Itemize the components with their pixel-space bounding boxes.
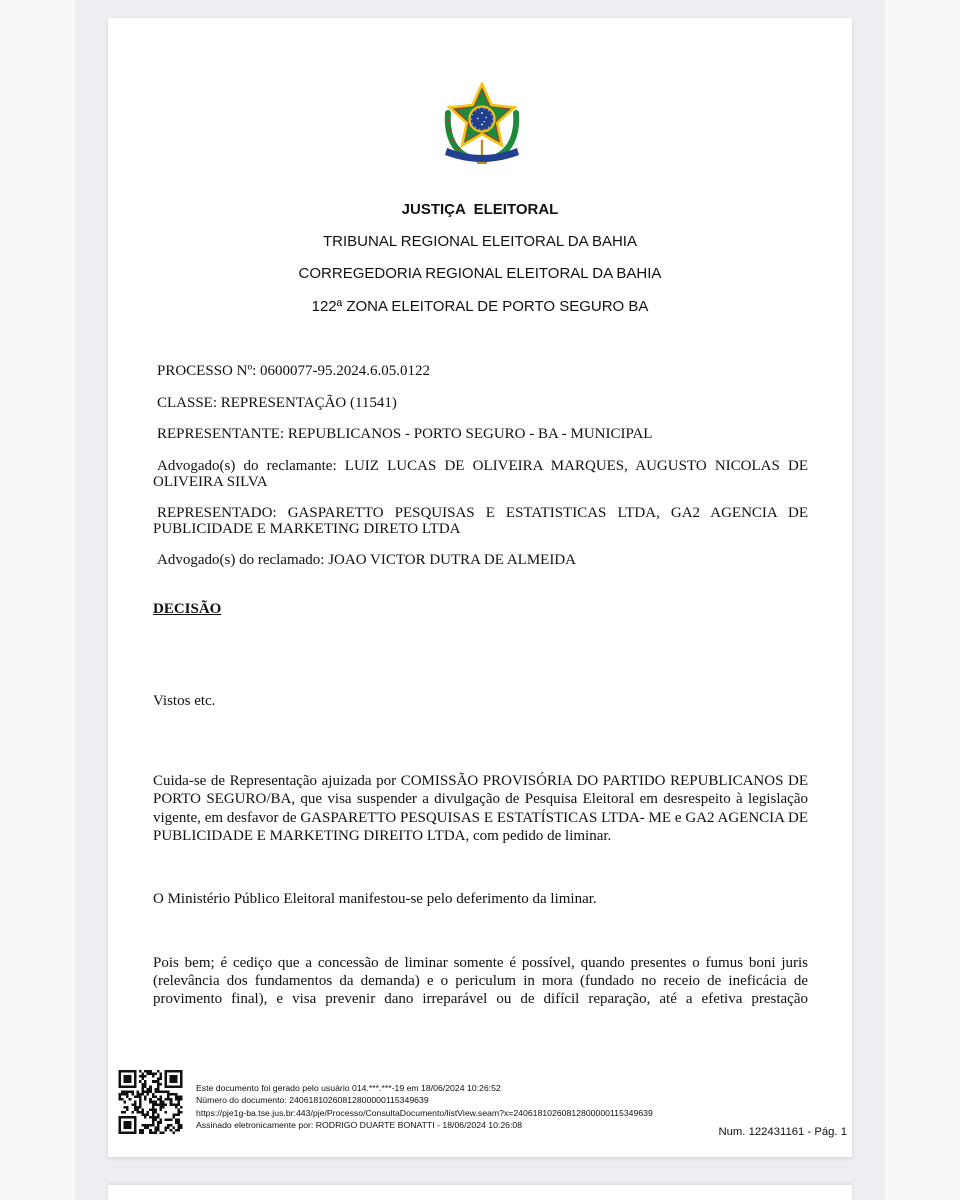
respondent-lawyer: Advogado(s) do reclamado: JOAO VICTOR DUTRA DE ALMEIDA bbox=[157, 552, 576, 568]
decision-paragraph: Vistos etc. bbox=[153, 693, 216, 709]
case-number: PROCESSO Nº: 0600077-95.2024.6.05.0122 bbox=[157, 363, 431, 379]
brazil-coat-of-arms-icon bbox=[443, 82, 521, 168]
document-page bbox=[108, 18, 852, 1157]
next-page bbox=[108, 1185, 852, 1200]
electoral-zone: 122ª ZONA ELEITORAL DE PORTO SEGURO BA bbox=[311, 298, 649, 315]
tribunal-name: TRIBUNAL REGIONAL ELEITORAL DA BAHIA bbox=[323, 233, 637, 250]
decision-paragraph: Pois bem; é cediço que a concessão de liminar somente é possível, quando presentes o fumus boni juris (relevância dos fundamentos da demanda) e o periculum in mora (fundado no receio de ineficácia de provimento final), e visa prevenir dano irreparável ou de difícil reparação, até a efetiva prestação bbox=[153, 955, 808, 1007]
decision-heading-wrap bbox=[153, 600, 808, 618]
decision-heading: DECISÃO bbox=[153, 601, 222, 617]
decision-paragraph: O Ministério Público Eleitoral manifestou-se pelo deferimento da liminar. bbox=[153, 891, 597, 907]
page-number: Num. 122431161 - Pág. 1 bbox=[718, 1126, 847, 1138]
case-class: CLASSE: REPRESENTAÇÃO (11541) bbox=[157, 395, 397, 411]
court-name: JUSTIÇA ELEITORAL bbox=[401, 201, 559, 218]
footer-generated-by: Este documento foi gerado pelo usuário 014.***.***-19 em 18/06/2024 10:26:52 bbox=[196, 1083, 501, 1093]
corregedoria-name: CORREGEDORIA REGIONAL ELEITORAL DA BAHIA bbox=[298, 265, 662, 282]
footer-url: https://pje1g-ba.tse.jus.br:443/pje/Processo/ConsultaDocumento/listView.seam?x=24061810260812800000115349639 bbox=[196, 1107, 653, 1118]
respondent: REPRESENTADO: GASPARETTO PESQUISAS E ESTATISTICAS LTDA, GA2 AGENCIA DE PUBLICIDADE E MARKETING DIRETO LTDA bbox=[153, 505, 808, 537]
document-footer bbox=[196, 1082, 653, 1131]
qr-code-icon bbox=[118, 1070, 183, 1134]
footer-document-number: Número do documento: 24061810260812800000115349639 bbox=[196, 1095, 429, 1106]
footer-signature: Assinado eletronicamente por: RODRIGO DUARTE BONATTI - 18/06/2024 10:26:08 bbox=[196, 1119, 523, 1130]
plaintiff-lawyers: Advogado(s) do reclamante: LUIZ LUCAS DE OLIVEIRA MARQUES, AUGUSTO NICOLAS DE OLIVEIRA SILVA bbox=[153, 458, 808, 490]
representative: REPRESENTANTE: REPUBLICANOS - PORTO SEGURO - BA - MUNICIPAL bbox=[157, 426, 653, 442]
decision-paragraph: Cuida-se de Representação ajuizada por COMISSÃO PROVISÓRIA DO PARTIDO REPUBLICANOS DE PORTO SEGURO/BA, que visa suspender a divulgação de Pesquisa Eleitoral em desrespeito à legislação vigente, em desfavor de GASPARETTO PESQUISAS E ESTATÍSTICAS LTDA- ME e GA2 AGENCIA DE PUBLICIDADE E MARKETING DIREITO LTDA, com pedido de liminar. bbox=[153, 773, 808, 844]
